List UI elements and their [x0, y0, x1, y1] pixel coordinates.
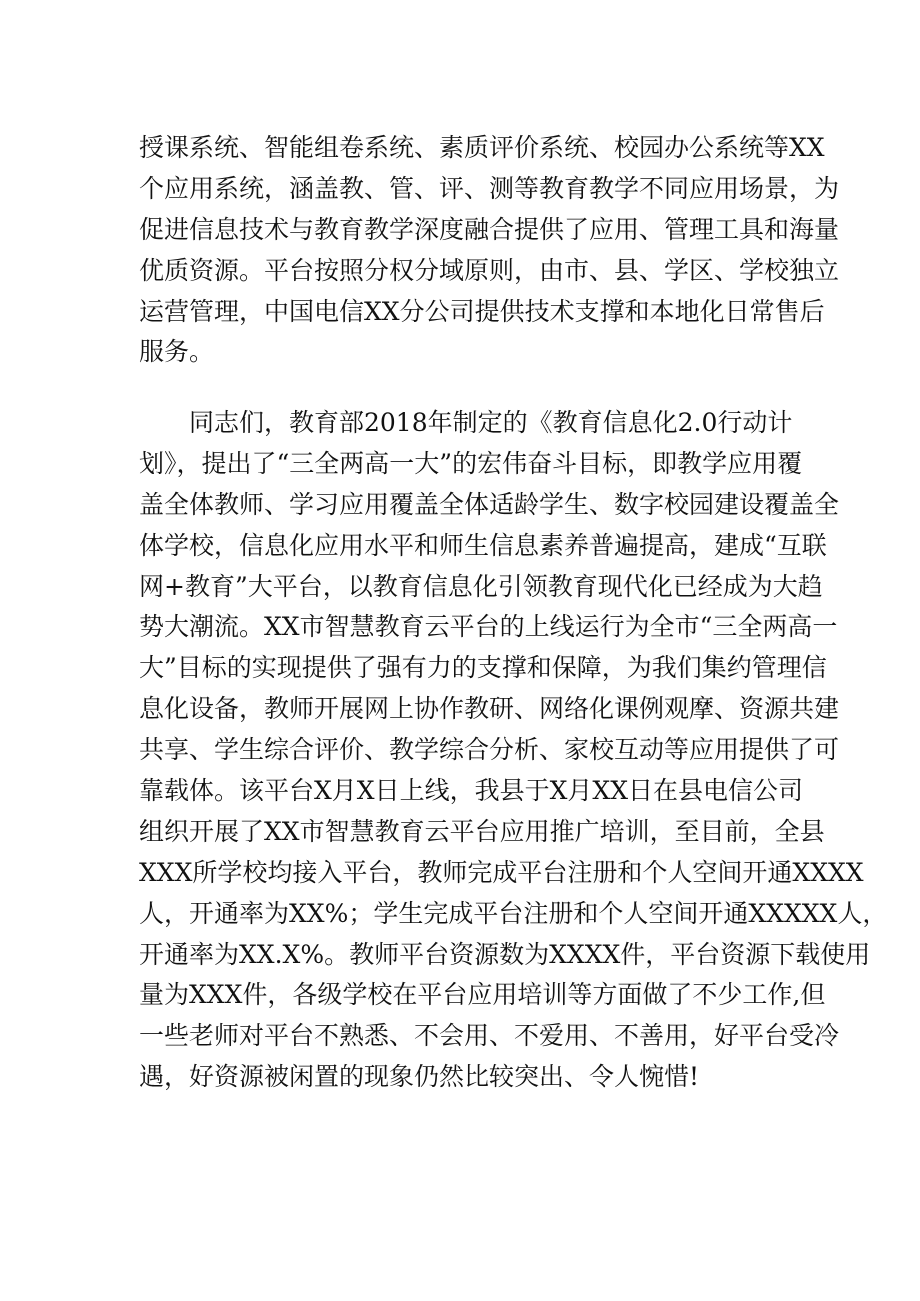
paragraph-line: 靠载体。该平台X月X日上线，我县于X月XX日在县电信公司 — [139, 776, 803, 806]
paragraph-line: 遇，好资源被闲置的现象仍然比较突出、令人惋惜! — [139, 1062, 700, 1092]
paragraph-line: 开通率为XX.X%。教师平台资源数为XXXX件，平台资源下载使用 — [139, 939, 871, 969]
paragraph-line: 量为XXX件，各级学校在平台应用培训等方面做了不少工作,但 — [139, 980, 826, 1010]
paragraph-line: 共享、学生综合评价、教学综合分析、家校互动等应用提供了可 — [139, 735, 840, 765]
paragraph-line: 促进信息技术与教育教学深度融合提供了应用、管理工具和海量 — [139, 214, 840, 244]
paragraph-line: XXX所学校均接入平台，教师完成平台注册和个人空间开通XXXX — [139, 857, 864, 887]
paragraph-line: 服务。 — [139, 337, 215, 367]
paragraph-line: 人，开通率为XX%；学生完成平台注册和个人空间开通XXXXX人， — [139, 898, 888, 928]
paragraph-line: 盖全体教师、学习应用覆盖全体适龄学生、数字校园建设覆盖全 — [139, 489, 840, 519]
paragraph-line: 优质资源。平台按照分权分域原则，由市、县、学区、学校独立 — [139, 255, 840, 285]
paragraph-line: 一些老师对平台不熟悉、不会用、不爱用、不善用，好平台受冷 — [139, 1021, 840, 1051]
paragraph-line: 息化设备，教师开展网上协作教研、网络化课例观摩、资源共建 — [139, 694, 840, 724]
paragraph-line: 体学校，信息化应用水平和师生信息素养普遍提高，建成“互联 — [139, 530, 827, 560]
paragraph-2 — [139, 403, 888, 1098]
paragraph-line: 划》，提出了“三全两高一大”的宏伟奋斗目标，即教学应用覆 — [139, 448, 803, 478]
paragraph-line: 组织开展了XX市智慧教育云平台应用推广培训，至目前，全县 — [139, 816, 825, 846]
paragraph-1 — [139, 128, 840, 373]
paragraph-line: 同志们，教育部2018年制定的《教育信息化2.0行动计 — [139, 408, 793, 437]
paragraph-line: 个应用系统，涵盖教、管、评、测等教育教学不同应用场景，为 — [139, 173, 840, 203]
paragraph-line: 授课系统、智能组卷系统、素质评价系统、校园办公系统等XX — [139, 133, 825, 162]
paragraph-line: 网+教育”大平台，以教育信息化引领教育现代化已经成为大趋 — [139, 571, 823, 601]
paragraph-line: 势大潮流。XX市智慧教育云平台的上线运行为全市“三全两高一 — [139, 612, 838, 642]
paragraph-line: 大”目标的实现提供了强有力的支撑和保障，为我们集约管理信 — [139, 653, 827, 683]
paragraph-line: 运营管理，中国电信XX分公司提供技术支撑和本地化日常售后 — [139, 296, 825, 326]
